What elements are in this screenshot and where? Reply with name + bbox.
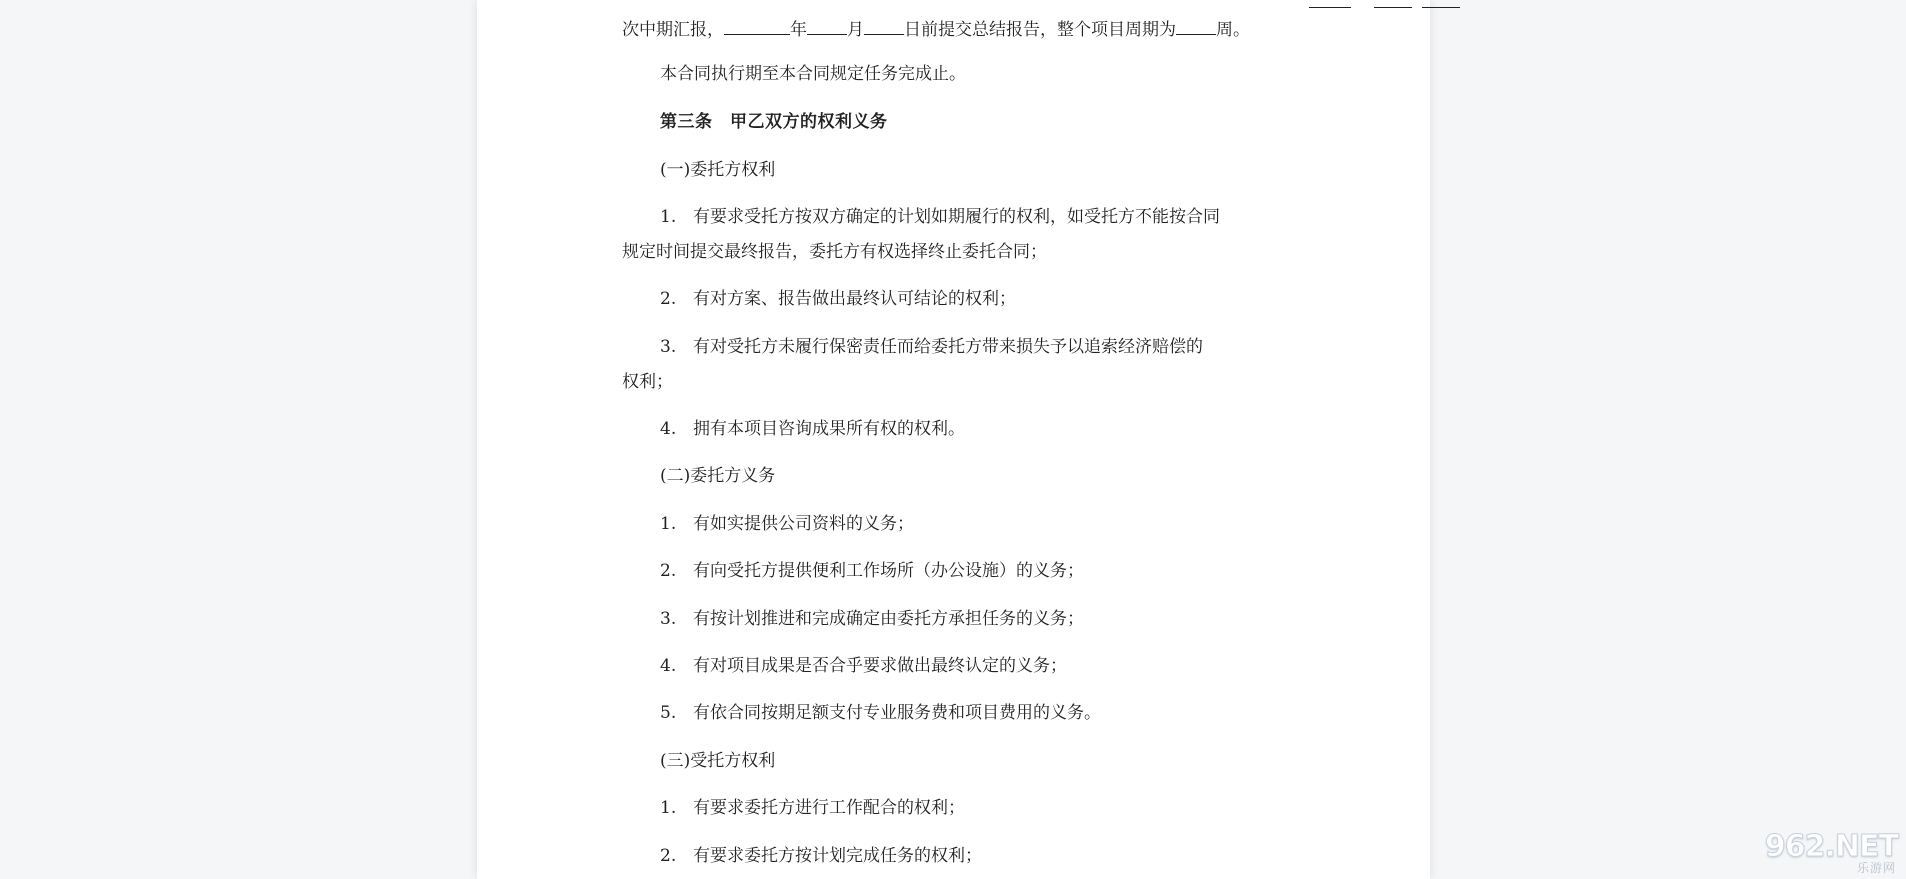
watermark-logo: 962.NET (1764, 829, 1898, 864)
item-number: 3. (660, 609, 677, 629)
section-heading: (三)受托方权利 (660, 751, 776, 771)
blank-month (807, 16, 847, 35)
blank-field (1422, 0, 1460, 8)
blank-field (1309, 0, 1351, 8)
item-text: 有要求受托方按双方确定的计划如期履行的权利，如受托方不能按合同 (693, 207, 1220, 227)
item-text: 有对项目成果是否合乎要求做出最终认定的义务； (693, 656, 1067, 676)
list-item (660, 418, 965, 440)
section-heading: (二)委托方义务 (660, 466, 776, 486)
blank-week (1176, 16, 1216, 35)
item-text: 有依合同按期足额支付专业服务费和项目费用的义务。 (693, 703, 1101, 723)
article-title: 第三条 甲乙双方的权利义务 (660, 112, 888, 132)
item-number: 5. (660, 703, 677, 723)
item-number: 2. (660, 561, 677, 581)
site-watermark (1764, 829, 1898, 875)
item-text: 有按计划推进和完成确定由委托方承担任务的义务； (693, 609, 1084, 629)
list-item (660, 513, 914, 535)
item-text: 有要求委托方进行工作配合的权利； (693, 798, 965, 818)
item-number: 4. (660, 656, 677, 676)
watermark-subtitle: 乐游网 (1856, 861, 1896, 875)
week-label: 周。 (1216, 20, 1250, 40)
list-item (660, 288, 1016, 310)
item-number: 1. (660, 514, 677, 534)
list-item (660, 336, 1203, 358)
list-item (660, 655, 1067, 677)
list-item-continuation: 权利； (622, 372, 673, 392)
schedule-prefix: 次中期汇报， (622, 20, 724, 40)
item-number: 2. (660, 289, 677, 309)
item-text: 拥有本项目咨询成果所有权的权利。 (693, 419, 965, 439)
cut-off-line (1097, 0, 1460, 14)
document-page (477, 0, 1430, 879)
item-number: 1. (660, 207, 677, 227)
list-item-continuation: 规定时间提交最终报告，委托方有权选择终止委托合同； (622, 242, 1047, 262)
blank-year (724, 16, 790, 35)
item-text: 有要求委托方按计划完成任务的权利； (693, 846, 982, 866)
list-item (660, 560, 1084, 582)
blank-day (864, 16, 904, 35)
list-item (660, 797, 965, 819)
list-item (660, 845, 982, 867)
item-text: 有对方案、报告做出最终认可结论的权利； (693, 289, 1016, 309)
year-label: 年 (790, 20, 807, 40)
item-text: 有对受托方未履行保密责任而给委托方带来损失予以追索经济赔偿的 (693, 337, 1203, 357)
item-number: 4. (660, 419, 677, 439)
month-label: 月 (847, 20, 864, 40)
list-item (660, 206, 1220, 228)
list-item (660, 702, 1101, 724)
blank-field (1374, 0, 1412, 8)
section-heading: (一)委托方权利 (660, 160, 776, 180)
list-item (660, 608, 1084, 630)
item-number: 3. (660, 337, 677, 357)
item-number: 2. (660, 846, 677, 866)
item-text: 有向受托方提供便利工作场所（办公设施）的义务； (693, 561, 1084, 581)
day-text: 日前提交总结报告，整个项目周期为 (904, 20, 1176, 40)
term-period: 本合同执行期至本合同规定任务完成止。 (660, 64, 966, 84)
item-number: 1. (660, 798, 677, 818)
schedule-line (622, 16, 1250, 41)
item-text: 有如实提供公司资料的义务； (693, 514, 914, 534)
